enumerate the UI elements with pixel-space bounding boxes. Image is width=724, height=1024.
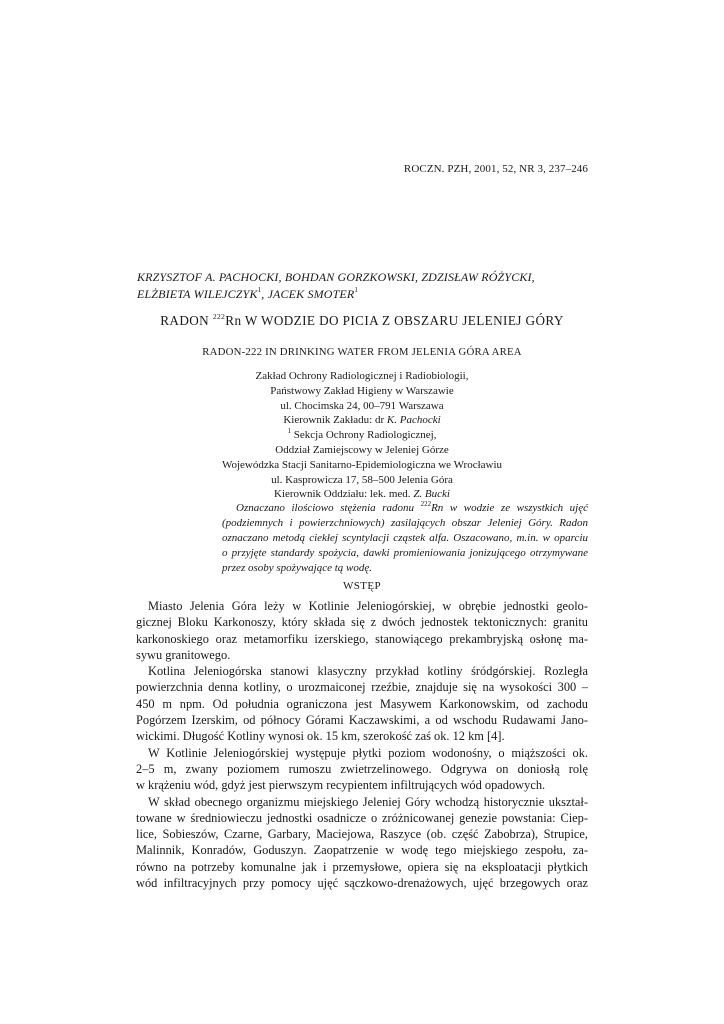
- body-line: lice, Sobieszów, Czarne, Garbary, Maciejowa, Raszyce (ob. część Zabobrza), Strupice,: [136, 827, 588, 842]
- body-line: Miasto Jelenia Góra leży w Kotlinie Jeleniogórskiej, w obrębie jednostki geolo-: [148, 599, 588, 613]
- body-line: towane w średniowieczu jednostki osadnicze o zróżnicowanej genezie powstania: Ciep-: [136, 810, 588, 825]
- affiliation-line: Oddział Zamiejscowy w Jeleniej Górze: [275, 443, 449, 456]
- body-line: w krążeniu wód, gdyż jest pierwszym recypientem infiltrujących wód opadowych.: [136, 778, 546, 793]
- affiliation-marker: 1: [257, 286, 262, 294]
- title-isotope-number: 222: [212, 312, 226, 321]
- body-line: Pogórzem Izerskim, od północy Górami Kaczawskimi, a od wschodu Rudawami Jano-: [136, 713, 588, 728]
- author-line-2: [137, 286, 597, 303]
- author-list: [137, 269, 597, 303]
- journal-reference: ROCZN. PZH, 2001, 52, NR 3, 237–246: [403, 163, 588, 175]
- affiliation-head-1: Kierownik Zakładu: dr K. Pachocki: [283, 414, 441, 427]
- author-wilejczyk: ELŻBIETA WILEJCZYK: [137, 287, 258, 301]
- affiliation-marker: 1: [354, 286, 359, 294]
- abstract-line: o przyjęte standardy spożycia, dawki promieniowania jonizującego otrzymywane: [222, 546, 588, 559]
- abstract-line: oznaczano metodą ciekłej scyntylacji cząstek alfa. Oszacowano, m.in. w oparciu: [222, 531, 588, 544]
- body-line: 2–5 m, zwany poziomem rumoszu zwietrzelinowego. Odgrywa on doniosłą rolę: [136, 761, 588, 776]
- body-line: W Kotlinie Jeleniogórskiej występuje płytki poziom wodonośny, o miąższości ok.: [148, 745, 588, 760]
- title-prefix: RADON: [160, 313, 213, 328]
- abstract-line: przez osoby spożywające tą wodę.: [222, 561, 373, 574]
- head-name: K. Pachocki: [386, 414, 441, 427]
- author-line-1: KRZYSZTOF A. PACHOCKI, BOHDAN GORZKOWSKI, ZDZISŁAW RÓŻYCKI,: [137, 270, 535, 284]
- body-text: [136, 598, 588, 891]
- affiliation-line: Wojewódzka Stacji Sanitarno-Epidemiologiczna we Wrocławiu: [221, 458, 503, 471]
- body-line: Malinnik, Konradów, Goduszyn. Zaopatrzenie w wodę tego miejskiego zespołu, za-: [136, 843, 588, 858]
- affiliation-line: ul. Kasprowicza 17, 58–500 Jelenia Góra: [271, 473, 453, 486]
- head-name: Z. Bucki: [413, 488, 450, 501]
- body-line: gicznej Bloku Karkonoszy, który składa się z dwóch jednostek tektonicznych: granitu: [136, 615, 588, 630]
- body-line: sywu granitowego.: [136, 647, 231, 662]
- section-heading: WSTĘP: [342, 580, 382, 592]
- abstract: [222, 501, 588, 576]
- affiliation-section-2: $^1$ Sekcja Ochrony Radiologicznej,: [287, 427, 437, 442]
- affiliation-marker: 1: [287, 427, 292, 436]
- abstract-line: Oznaczano ilościowo stężenia radonu $^{222}$Rn w wodzie ze wszystkich ujęć: [236, 500, 588, 514]
- author-smoter: , JACEK SMOTER: [261, 287, 355, 301]
- article-title: [0, 313, 724, 329]
- body-line: W skład obecnego organizmu miejskiego Jeleniej Góry wchodzą historycznie ukształ-: [148, 794, 588, 809]
- isotope-number: 222: [420, 500, 432, 508]
- abstract-line: (podziemnych i powierzchniowych) zasilających obszar Jeleniej Góry. Radon: [222, 516, 588, 529]
- affiliation-line: Zakład Ochrony Radiologicznej i Radiobiologii,: [255, 370, 469, 382]
- body-line: powierzchnia denna kotliny, o urozmaiconej rzeźbie, znajduje się na wysokości 300 –: [136, 680, 588, 695]
- body-line: 450 m npm. Od południa ograniczona jest Masywem Karkonowskim, od zachodu: [136, 696, 588, 711]
- affiliation-line: ul. Chocimska 24, 00–791 Warszawa: [280, 399, 444, 412]
- english-title: RADON-222 IN DRINKING WATER FROM JELENIA GÓRA AREA: [202, 346, 522, 358]
- body-line: karkonoskiego oraz metamorfiku izerskiego, stanowiącego prekambryjską osłonę ma-: [136, 631, 588, 646]
- body-line: równo na potrzeby komunalne jak i przemysłowe, opiera się na eksploatacji płytkich: [136, 859, 588, 874]
- body-line: Kotlina Jeleniogórska stanowi klasyczny przykład kotliny śródgórskiej. Rozległa: [148, 664, 588, 679]
- affiliation-head-2: Kierownik Oddziału: lek. med. Z. Bucki: [274, 488, 450, 501]
- affiliations: [160, 369, 564, 502]
- body-line: wickimi. Długość Kotliny wynosi ok. 15 km, szerokość zaś ok. 12 km [4].: [136, 729, 505, 744]
- title-rest: Rn W WODZIE DO PICIA Z OBSZARU JELENIEJ GÓRY: [225, 313, 564, 328]
- body-line: wód infiltracyjnych przy pomocy ujęć sączkowo-drenażowych, ujęć brzegowych oraz: [136, 876, 588, 891]
- affiliation-line: Państwowy Zakład Higieny w Warszawie: [270, 384, 454, 397]
